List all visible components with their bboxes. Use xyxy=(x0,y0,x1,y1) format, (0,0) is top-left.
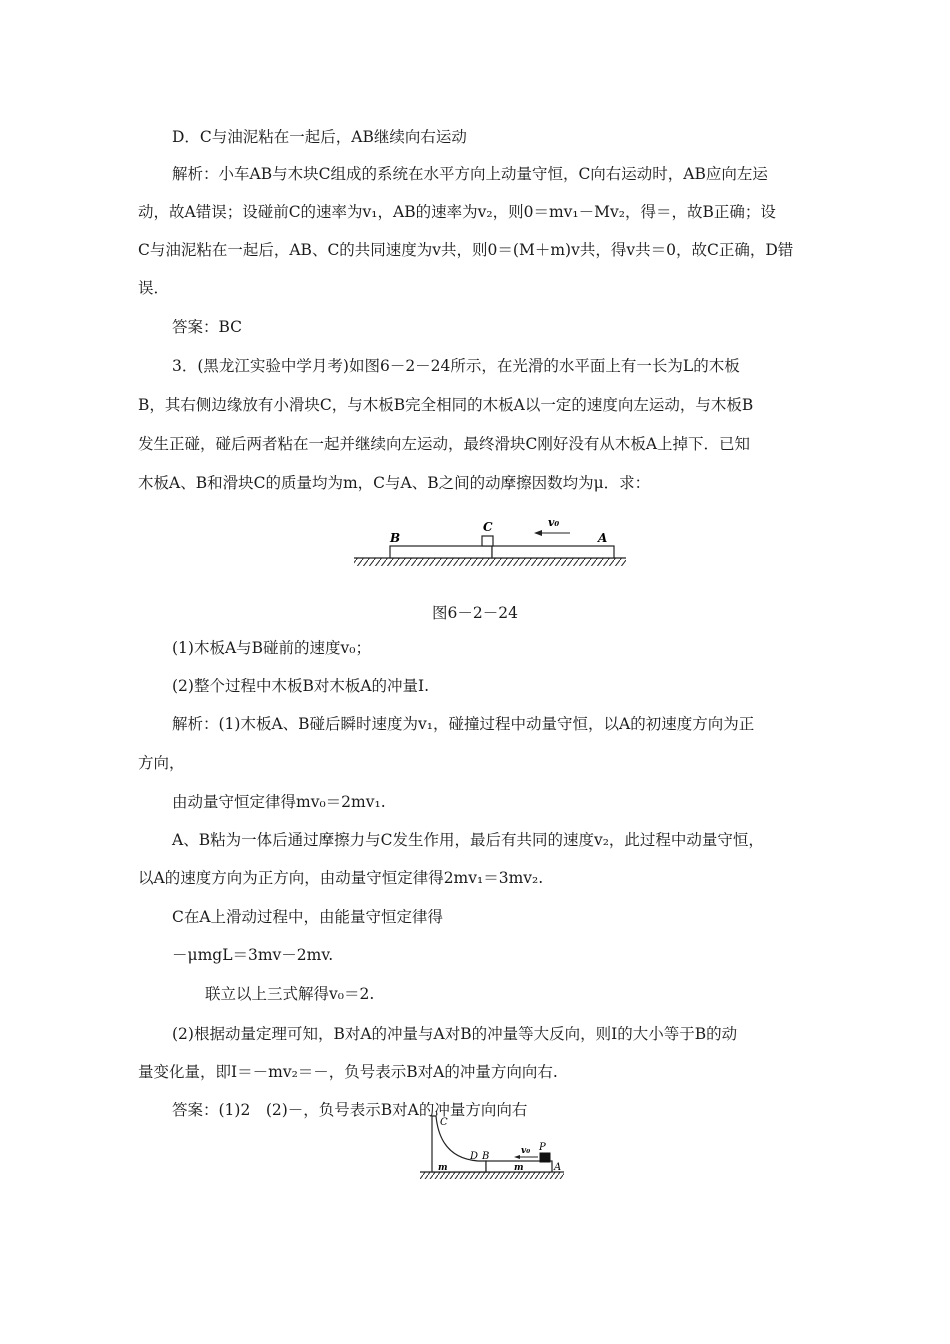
figure-track-diagram xyxy=(418,1112,568,1184)
problem-3-line-3: 发生正碰，碰后两者粘在一起并继续向左运动，最终滑块C刚好没有从木板A上掉下．已知 xyxy=(138,435,751,453)
figure-boards-diagram xyxy=(350,512,630,574)
solution-line-6: C在A上滑动过程中，由能量守恒定律得 xyxy=(172,908,444,926)
label-c: C xyxy=(483,520,493,534)
solution-line-10: 量变化量，即I＝－mv₂＝－，负号表示B对A的冲量方向向右. xyxy=(138,1063,558,1081)
label-a-2: A xyxy=(554,1162,562,1173)
solution-line-2: 方向， xyxy=(138,754,185,772)
label-a: A xyxy=(598,531,608,545)
solution-line-1: 解析：(1)木板A、B碰后瞬时速度为v₁，碰撞过程中动量守恒，以A的初速度方向为正 xyxy=(172,715,755,733)
solution-line-7: －μmgL＝3mv－2mv. xyxy=(172,946,334,964)
option-d: D．C与油泥粘在一起后，AB继续向右运动 xyxy=(172,128,467,146)
label-m-right: m xyxy=(514,1163,524,1173)
arrow-head-2-icon xyxy=(514,1155,520,1159)
label-p-2: P xyxy=(539,1142,546,1153)
analysis-line-1: 解析：小车AB与木块C组成的系统在水平方向上动量守恒，C向右运动时，AB应向左运 xyxy=(172,165,768,183)
problem-3-line-2: B，其右侧边缘放有小滑块C，与木板B完全相同的木板A以一定的速度向左运动，与木板B xyxy=(138,396,754,414)
analysis-line-3: C与油泥粘在一起后，AB、C的共同速度为v共，则0＝(M＋m)v共，得v共＝0，故C正确，D错 xyxy=(138,241,794,259)
label-v0-2: v₀ xyxy=(521,1146,531,1156)
label-b: B xyxy=(390,531,401,545)
analysis-line-4: 误． xyxy=(138,279,170,297)
label-v0: v₀ xyxy=(548,516,560,529)
board-b xyxy=(390,546,492,558)
solution-line-5: 以A的速度方向为正方向，由动量守恒定律得2mv₁＝3mv₂. xyxy=(138,869,544,887)
arrow-head-icon xyxy=(534,530,542,536)
problem-3-line-4: 木板A、B和滑块C的质量均为m，C与A、B之间的动摩擦因数均为μ．求： xyxy=(138,474,651,492)
question-1: (1)木板A与B碰前的速度v₀； xyxy=(172,639,372,657)
block-p xyxy=(540,1153,550,1162)
solution-line-3: 由动量守恒定律得mv₀＝2mv₁. xyxy=(172,793,386,811)
figure-caption: 图6－2－24 xyxy=(432,604,518,622)
question-2: (2)整个过程中木板B对木板A的冲量I. xyxy=(172,677,430,695)
solution-line-4: A、B粘为一体后通过摩擦力与C发生作用，最后有共同的速度v₂，此过程中动量守恒， xyxy=(172,831,764,849)
label-d-2: D xyxy=(470,1151,479,1162)
final-answer: 答案：(1)2 (2)－，负号表示B对A的冲量方向向右 xyxy=(172,1101,528,1119)
answer-line: 答案：BC xyxy=(172,318,243,336)
label-b-2: B xyxy=(482,1151,490,1162)
analysis-line-2: 动，故A错误；设碰前C的速率为v₁，AB的速率为v₂，则0＝mv₁－Mv₂，得＝，故B正确；设 xyxy=(138,203,776,221)
problem-3-line-1: 3．(黑龙江实验中学月考)如图6－2－24所示，在光滑的水平面上有一长为L的木板 xyxy=(172,357,740,375)
block-c xyxy=(482,536,493,546)
solution-line-8: 联立以上三式解得v₀＝2. xyxy=(205,985,375,1003)
label-c-2: C xyxy=(440,1117,448,1128)
label-m-left: m xyxy=(438,1163,448,1173)
board-a xyxy=(492,546,614,558)
solution-line-9: (2)根据动量定理可知，B对A的冲量与A对B的冲量等大反向，则I的大小等于B的动 xyxy=(172,1025,738,1043)
